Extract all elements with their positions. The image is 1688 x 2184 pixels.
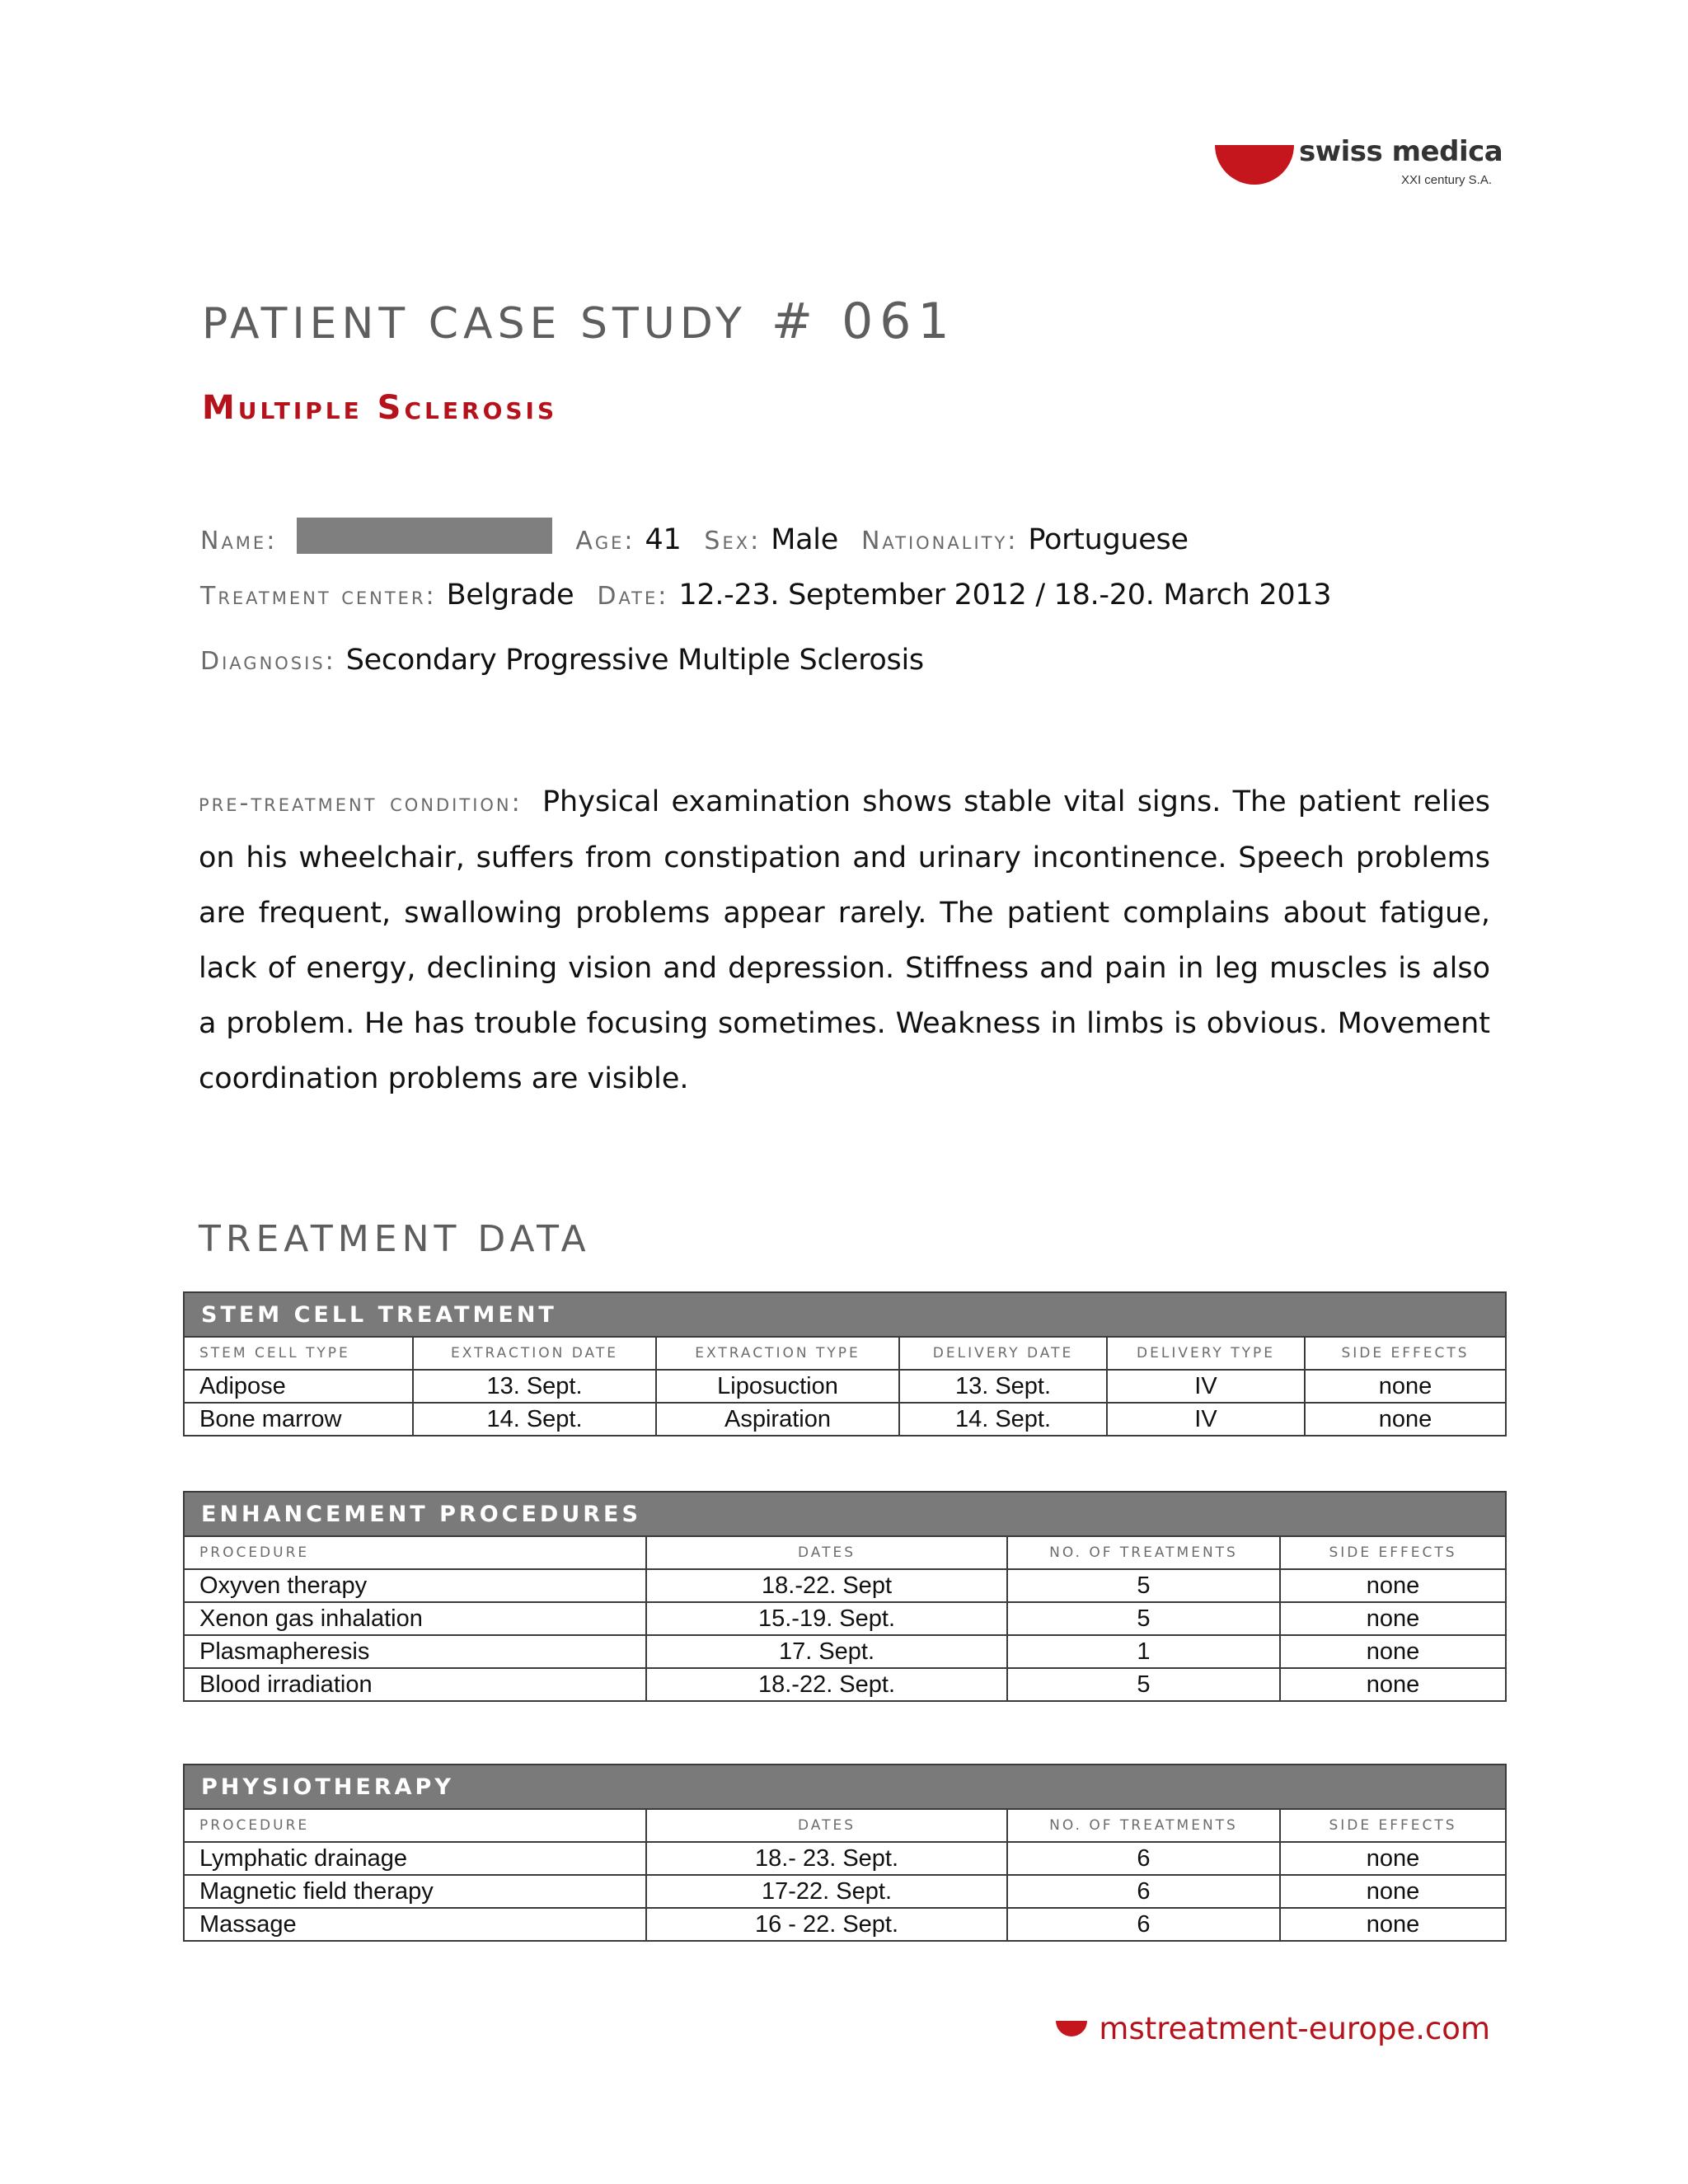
- column-header: NO. OF TREATMENTS: [1007, 1536, 1280, 1569]
- table-cell: none: [1280, 1602, 1506, 1635]
- stem-cell-table: [183, 1291, 1507, 1436]
- footer: [1056, 2011, 1490, 2046]
- table-row: [184, 1602, 1506, 1635]
- table-cell: none: [1280, 1569, 1506, 1602]
- table-cell: Oxyven therapy: [184, 1569, 646, 1602]
- table-cell: 18.- 23. Sept.: [646, 1842, 1007, 1875]
- pre-treatment-condition: [199, 775, 1490, 1107]
- age-label: Age:: [575, 527, 635, 555]
- treatment-data-title: TREATMENT DATA: [199, 1218, 591, 1260]
- column-header: EXTRACTION TYPE: [656, 1337, 899, 1370]
- pre-treatment-text: Physical examination shows stable vital signs. The patient relies on his wheelchair, suffers from constipation and urinary incontinence. Speech problems are frequent, swallowing problems appear rarely. The patient complains about fatigue, lack of energy, declining vision and depression. Stiffness and pain in leg muscles is also a problem. He has trouble focusing sometimes. Weakness in limbs is obvious. Movement coordination problems are visible.: [199, 785, 1490, 1095]
- table-cell: Blood irradiation: [184, 1668, 646, 1701]
- table-cell: Lymphatic drainage: [184, 1842, 646, 1875]
- patient-info-row-2: [200, 579, 1331, 612]
- case-title: [202, 293, 956, 350]
- column-header: SIDE EFFECTS: [1305, 1337, 1506, 1370]
- table-row: [184, 1875, 1506, 1908]
- table-row: [184, 1403, 1506, 1436]
- column-header: PROCEDURE: [184, 1809, 646, 1842]
- table-row: [184, 1635, 1506, 1668]
- table-cell: 13. Sept.: [413, 1370, 656, 1403]
- name-label: Name:: [200, 527, 278, 555]
- table-cell: 14. Sept.: [899, 1403, 1107, 1436]
- table-cell: Bone marrow: [184, 1403, 413, 1436]
- column-header: EXTRACTION DATE: [413, 1337, 656, 1370]
- table-cell: Plasmapheresis: [184, 1635, 646, 1668]
- table-cell: 5: [1007, 1668, 1280, 1701]
- table-cell: 18.-22. Sept: [646, 1569, 1007, 1602]
- column-header: SIDE EFFECTS: [1280, 1536, 1506, 1569]
- table-cell: none: [1280, 1668, 1506, 1701]
- table-header-row: [184, 1809, 1506, 1842]
- table-row: [184, 1668, 1506, 1701]
- enhancement-title: ENHANCEMENT PROCEDURES: [184, 1492, 1506, 1536]
- column-header: PROCEDURE: [184, 1536, 646, 1569]
- case-label: PATIENT CASE STUDY: [202, 299, 747, 349]
- table-cell: none: [1305, 1403, 1506, 1436]
- column-header: STEM CELL TYPE: [184, 1337, 413, 1370]
- footer-logo-icon: [1056, 2021, 1087, 2036]
- table-cell: 6: [1007, 1842, 1280, 1875]
- pre-treatment-label: pre-treatment condition:: [199, 789, 523, 818]
- date-value: 12.-23. September 2012 / 18.-20. March 2013: [678, 579, 1332, 612]
- column-header: NO. OF TREATMENTS: [1007, 1809, 1280, 1842]
- nationality-label: Nationality:: [860, 527, 1019, 555]
- stem-cell-title: STEM CELL TREATMENT: [184, 1292, 1506, 1337]
- physiotherapy-table: [183, 1764, 1507, 1942]
- table-header-row: [184, 1337, 1506, 1370]
- column-header: DATES: [646, 1809, 1007, 1842]
- patient-info-row-1: [200, 513, 1189, 556]
- table-cell: Massage: [184, 1908, 646, 1941]
- redacted-name: [297, 518, 552, 554]
- table-cell: 5: [1007, 1602, 1280, 1635]
- table-cell: Magnetic field therapy: [184, 1875, 646, 1908]
- center-label: Treatment center:: [200, 582, 437, 611]
- case-number: # 061: [771, 293, 956, 350]
- sex-label: Sex:: [704, 527, 762, 555]
- table-cell: 6: [1007, 1875, 1280, 1908]
- table-cell: 17-22. Sept.: [646, 1875, 1007, 1908]
- enhancement-table: [183, 1491, 1507, 1702]
- table-cell: 13. Sept.: [899, 1370, 1107, 1403]
- table-cell: IV: [1107, 1403, 1305, 1436]
- table-cell: 15.-19. Sept.: [646, 1602, 1007, 1635]
- table-cell: 5: [1007, 1569, 1280, 1602]
- swiss-medica-logo: [1212, 132, 1503, 198]
- column-header: DELIVERY DATE: [899, 1337, 1107, 1370]
- patient-info-row-3: [200, 644, 924, 677]
- logo-tagline: XXI century S.A.: [1400, 173, 1492, 187]
- table-cell: 14. Sept.: [413, 1403, 656, 1436]
- table-cell: 6: [1007, 1908, 1280, 1941]
- column-header: DELIVERY TYPE: [1107, 1337, 1305, 1370]
- date-label: Date:: [597, 582, 669, 611]
- age-value: 41: [645, 523, 682, 556]
- table-cell: none: [1305, 1370, 1506, 1403]
- table-cell: Xenon gas inhalation: [184, 1602, 646, 1635]
- sex-value: Male: [771, 523, 838, 556]
- logo-name: swiss medica: [1299, 135, 1503, 168]
- footer-url[interactable]: mstreatment-europe.com: [1099, 2011, 1490, 2046]
- column-header: SIDE EFFECTS: [1280, 1809, 1506, 1842]
- table-cell: 1: [1007, 1635, 1280, 1668]
- table-cell: none: [1280, 1875, 1506, 1908]
- table-cell: Adipose: [184, 1370, 413, 1403]
- table-row: [184, 1370, 1506, 1403]
- table-header-row: [184, 1536, 1506, 1569]
- table-row: [184, 1908, 1506, 1941]
- table-row: [184, 1569, 1506, 1602]
- table-cell: none: [1280, 1908, 1506, 1941]
- table-cell: none: [1280, 1635, 1506, 1668]
- diagnosis-value: Secondary Progressive Multiple Sclerosis: [345, 644, 924, 677]
- table-cell: Liposuction: [656, 1370, 899, 1403]
- diagnosis-label: Diagnosis:: [200, 647, 336, 676]
- table-cell: IV: [1107, 1370, 1305, 1403]
- table-row: [184, 1842, 1506, 1875]
- table-cell: Aspiration: [656, 1403, 899, 1436]
- physiotherapy-title: PHYSIOTHERAPY: [184, 1765, 1506, 1809]
- table-cell: 17. Sept.: [646, 1635, 1007, 1668]
- table-cell: 18.-22. Sept.: [646, 1668, 1007, 1701]
- logo-mark-icon: [1215, 145, 1294, 185]
- column-header: DATES: [646, 1536, 1007, 1569]
- table-cell: 16 - 22. Sept.: [646, 1908, 1007, 1941]
- center-value: Belgrade: [446, 579, 574, 612]
- condition-title: Multiple Sclerosis: [202, 389, 558, 427]
- nationality-value: Portuguese: [1028, 523, 1189, 556]
- table-cell: none: [1280, 1842, 1506, 1875]
